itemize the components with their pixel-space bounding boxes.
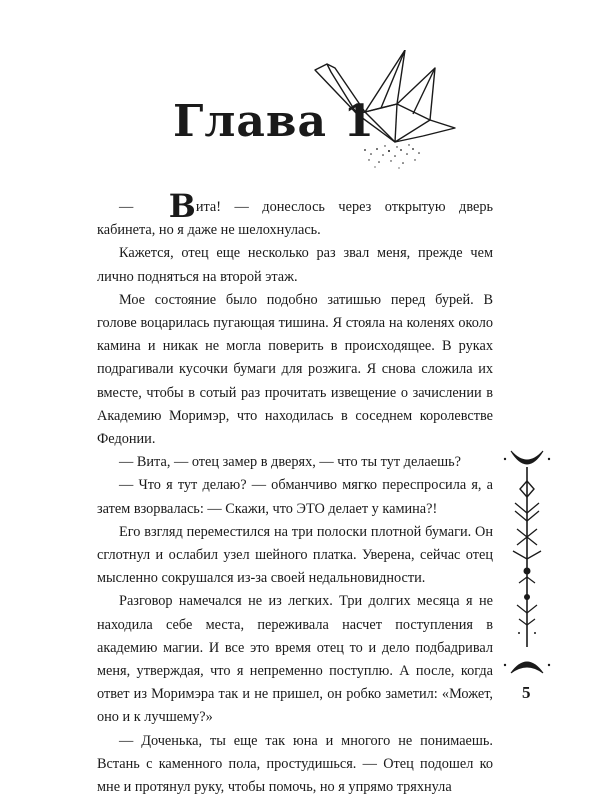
paragraph: — Вита, — отец замер в дверях, — что ты тут делаешь? (119, 454, 461, 471)
paragraph (97, 187, 494, 242)
paragraph: — Что я тут делаю? — обманчиво мягко переспросила я, а затем взорвалась: — Скажи, что ЭТО делает у камина?! (97, 477, 493, 517)
page-number: 5 (522, 683, 531, 702)
moon-rune-ornament (497, 447, 557, 687)
drop-cap: В (168, 187, 196, 225)
paragraph: Мое состояние было подобно затишью перед бурей. В голове воцарилась пугающая тишина. Я стояла на коленях около камина и никак не могла поверить в происходящее. В руках подрагивали кусочки бумаги для розжига. Я снова сложила их вместе, чтобы в сотый раз прочитать извещение о зачислении в Академию Моримэр, что находилась в соседнем королевстве Федонии. (97, 291, 493, 448)
paragraph: Разговор намечался не из легких. Три долгих месяца я не находила себе места, переживала насчет поступления в академию магии. И все это время отец то и дело подбадривал меня, утверждая, что я непременно поступлю. А после, когда ответ из Моримэра так и не пришел, он робко заметил: «Может, оно и к лучшему?» (97, 593, 493, 726)
paragraph-text: ита! — донеслось через открытую дверь кабинета, но я даже не шелохнулась. (97, 199, 494, 239)
opening-dash: — (119, 199, 147, 215)
paragraph: — Доченька, ты еще так юна и многого не понимаешь. Встань с каменного пола, простудишься. — Отец подошел ко мне и протянул руку, чтобы помочь, но я упрямо тряхнула (97, 732, 493, 796)
paragraph: Кажется, отец еще несколько раз звал меня, прежде чем лично подняться на второй этаж. (97, 245, 493, 285)
paragraph: Его взгляд переместился на три полоски плотной бумаги. Он сглотнул и ослабил узел шейного платка. Уверена, сейчас отец мысленно сокрушался из-за своей недальновидности. (97, 523, 493, 587)
chapter-title: Глава 1 (173, 96, 375, 147)
chapter-body (97, 187, 494, 799)
